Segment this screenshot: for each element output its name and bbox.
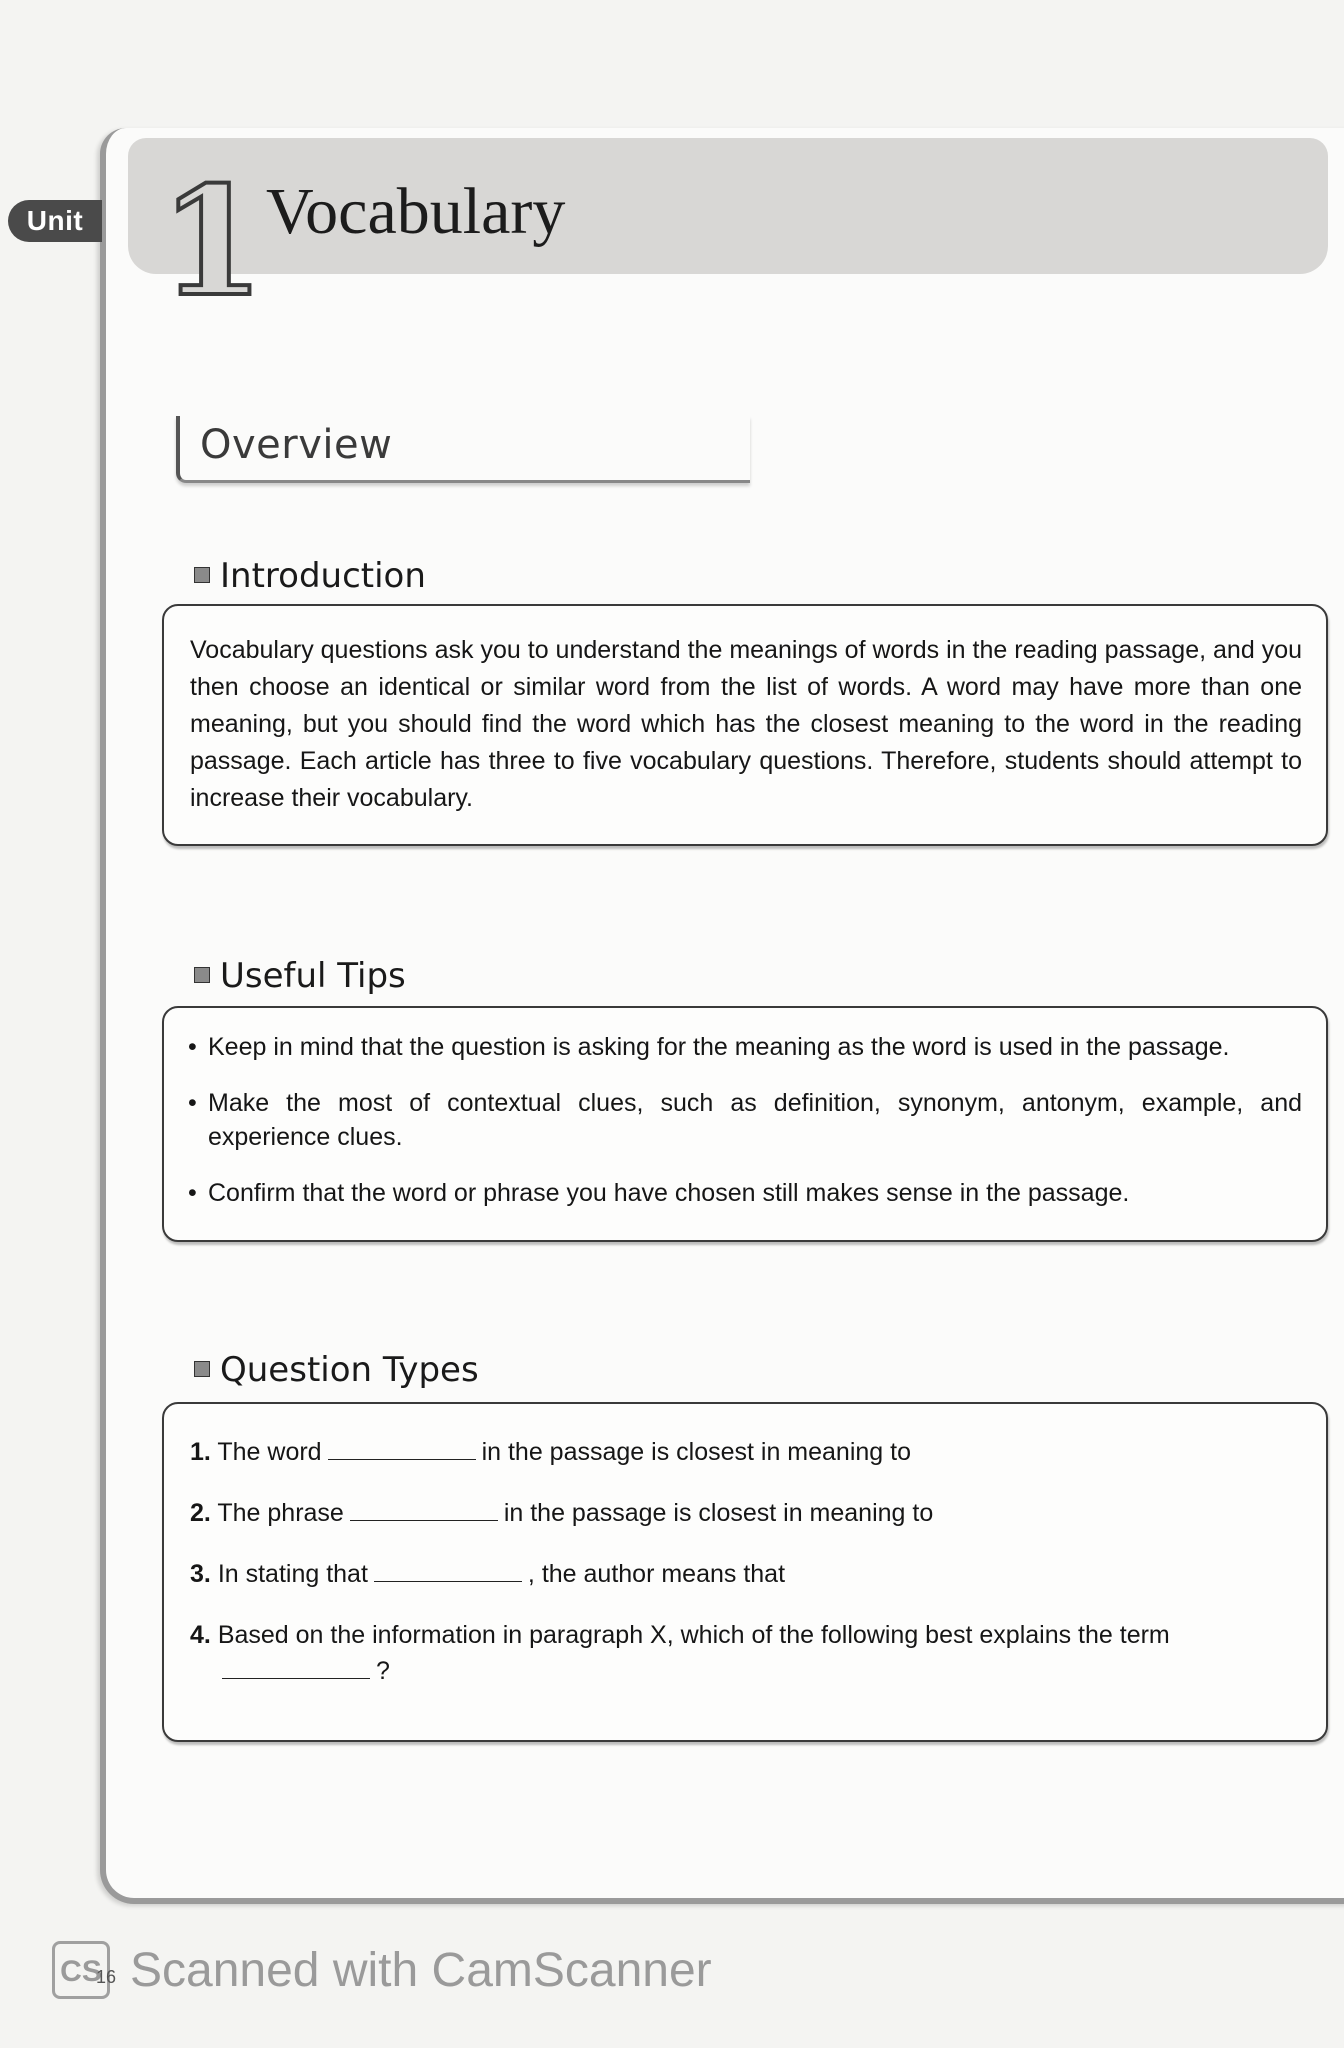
- overview-heading: [176, 416, 750, 483]
- watermark-text: Scanned with CamScanner: [130, 1943, 712, 1997]
- square-bullet-icon: [194, 1361, 210, 1377]
- camscanner-watermark: [52, 1940, 712, 2000]
- unit-number: 1: [160, 154, 265, 330]
- square-bullet-icon: [194, 967, 210, 983]
- question-type-item: 3. In stating that , the author means that: [190, 1560, 786, 1588]
- blank-line: [328, 1437, 476, 1460]
- unit-title: Vocabulary: [266, 175, 566, 248]
- introduction-heading: [194, 556, 426, 596]
- blank-line: [374, 1559, 522, 1582]
- useful-tips-heading: [194, 956, 406, 996]
- page-number: 16: [96, 1966, 117, 1987]
- tips-list: [188, 1030, 1302, 1232]
- introduction-heading-text: Introduction: [220, 556, 426, 596]
- overview-label: Overview: [200, 422, 393, 468]
- square-bullet-icon: [194, 567, 210, 583]
- tip-item: • Keep in mind that the question is asking for the meaning as the word is used in the passage.: [188, 1030, 1302, 1064]
- question-type-item: 1. The word in the passage is closest in meaning to: [190, 1438, 911, 1466]
- question-types-list: [190, 1434, 1296, 1714]
- tip-item: • Confirm that the word or phrase you have chosen still makes sense in the passage.: [188, 1176, 1302, 1210]
- question-type-item: 4. Based on the information in paragraph X, which of the following best explains the term ?: [190, 1621, 1170, 1685]
- introduction-box: [162, 604, 1328, 846]
- question-types-box: [162, 1402, 1328, 1742]
- blank-line: [222, 1656, 370, 1679]
- tip-item: • Make the most of contextual clues, such as definition, synonym, antonym, example, and experience clues.: [188, 1086, 1302, 1154]
- useful-tips-box: [162, 1006, 1328, 1242]
- useful-tips-heading-text: Useful Tips: [220, 956, 406, 996]
- question-types-heading: [194, 1350, 479, 1390]
- unit-tab: Unit: [8, 200, 102, 242]
- question-types-heading-text: Question Types: [220, 1350, 479, 1390]
- blank-line: [350, 1498, 498, 1521]
- introduction-text: Vocabulary questions ask you to understand the meanings of words in the reading passage, and you then choose an identical or similar word from the list of words. A word may have more than one meaning, but you should find the word which has the closest meaning to the word in the reading passage. Each article has three to five vocabulary questions. Therefore, students should attempt to increase their vocabulary.: [190, 636, 1302, 812]
- camscanner-logo: CS: [52, 1941, 110, 1999]
- question-type-item: 2. The phrase in the passage is closest in meaning to: [190, 1499, 934, 1527]
